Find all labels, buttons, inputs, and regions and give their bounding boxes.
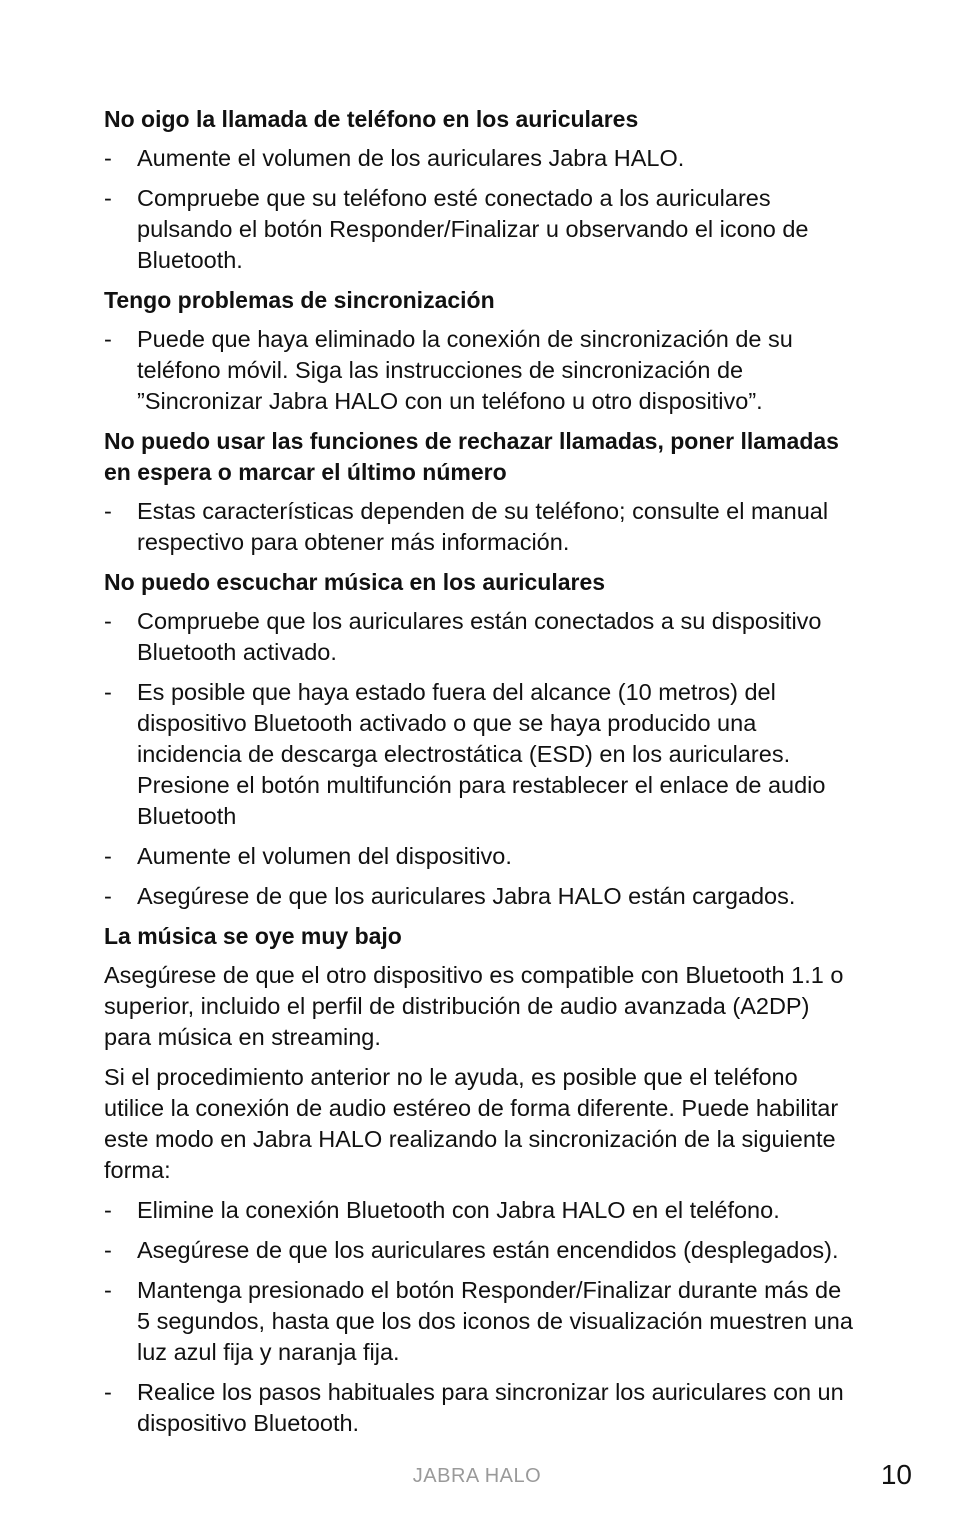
bullet-dash: - <box>104 883 112 909</box>
bullet-dash: - <box>104 326 112 352</box>
list-item-text: Puede que haya eliminado la conexión de sincronización de su teléfono móvil. Siga las instrucciones de sincronización de ”Sincronizar Jabra HALO con un teléfono u otro dispositivo”. <box>137 326 793 414</box>
list-item-text: Elimine la conexión Bluetooth con Jabra HALO en el teléfono. <box>137 1197 780 1223</box>
bullet-dash: - <box>104 843 112 869</box>
list-item <box>104 1275 856 1368</box>
body-paragraph: Asegúrese de que el otro dispositivo es compatible con Bluetooth 1.1 o superior, incluido el perfil de distribución de audio avanzada (A2DP) para música en streaming. <box>104 962 844 1050</box>
bullet-dash: - <box>104 1379 112 1405</box>
list-item <box>104 1377 856 1439</box>
list-item <box>104 143 856 174</box>
list-item-text: Compruebe que su teléfono esté conectado a los auriculares pulsando el botón Responder/Finalizar u observando el icono de Bluetooth. <box>137 185 809 273</box>
section-heading: Tengo problemas de sincronización <box>104 287 495 313</box>
bullet-dash: - <box>104 1237 112 1263</box>
list-item-text: Mantenga presionado el botón Responder/Finalizar durante más de 5 segundos, hasta que los dos iconos de visualización muestren una luz azul fija y naranja fija. <box>137 1277 853 1365</box>
page-number: 10 <box>880 1459 912 1490</box>
section-heading: No oigo la llamada de teléfono en los auriculares <box>104 106 639 132</box>
bullet-dash: - <box>104 185 112 211</box>
list-item <box>104 1235 856 1266</box>
bullet-dash: - <box>104 679 112 705</box>
bullet-dash: - <box>104 145 112 171</box>
bullet-dash: - <box>104 498 112 524</box>
list-item-text: Es posible que haya estado fuera del alcance (10 metros) del dispositivo Bluetooth activado o que se haya producido una incidencia de descarga electrostática (ESD) en los auriculares. Presione el botón multifunción para restablecer el enlace de audio Bluetooth <box>137 679 826 829</box>
list-item <box>104 1195 856 1226</box>
list-item-text: Aumente el volumen de los auriculares Jabra HALO. <box>137 145 685 171</box>
bullet-dash: - <box>104 1277 112 1303</box>
manual-page-content <box>104 104 856 1448</box>
list-item <box>104 606 856 668</box>
list-item <box>104 183 856 276</box>
list-item-text: Compruebe que los auriculares están conectados a su dispositivo Bluetooth activado. <box>137 608 822 665</box>
list-item <box>104 841 856 872</box>
list-item <box>104 677 856 832</box>
footer-product-name: JABRA HALO <box>412 1465 542 1487</box>
section-heading: No puedo escuchar música en los auriculares <box>104 569 606 595</box>
list-item-text: Realice los pasos habituales para sincronizar los auriculares con un dispositivo Bluetooth. <box>137 1379 844 1436</box>
body-paragraph: Si el procedimiento anterior no le ayuda, es posible que el teléfono utilice la conexión de audio estéreo de forma diferente. Puede habilitar este modo en Jabra HALO realizando la sincronización de la siguiente forma: <box>104 1064 839 1183</box>
list-item-text: Estas características dependen de su teléfono; consulte el manual respectivo para obtener más información. <box>137 498 829 555</box>
list-item-text: Asegúrese de que los auriculares están encendidos (desplegados). <box>137 1237 839 1263</box>
list-item <box>104 324 856 417</box>
section-heading: La música se oye muy bajo <box>104 923 402 949</box>
bullet-dash: - <box>104 608 112 634</box>
list-item <box>104 881 856 912</box>
list-item-text: Asegúrese de que los auriculares Jabra HALO están cargados. <box>137 883 796 909</box>
list-item <box>104 496 856 558</box>
list-item-text: Aumente el volumen del dispositivo. <box>137 843 512 869</box>
section-heading: No puedo usar las funciones de rechazar llamadas, poner llamadas en espera o marcar el último número <box>104 428 839 485</box>
bullet-dash: - <box>104 1197 112 1223</box>
